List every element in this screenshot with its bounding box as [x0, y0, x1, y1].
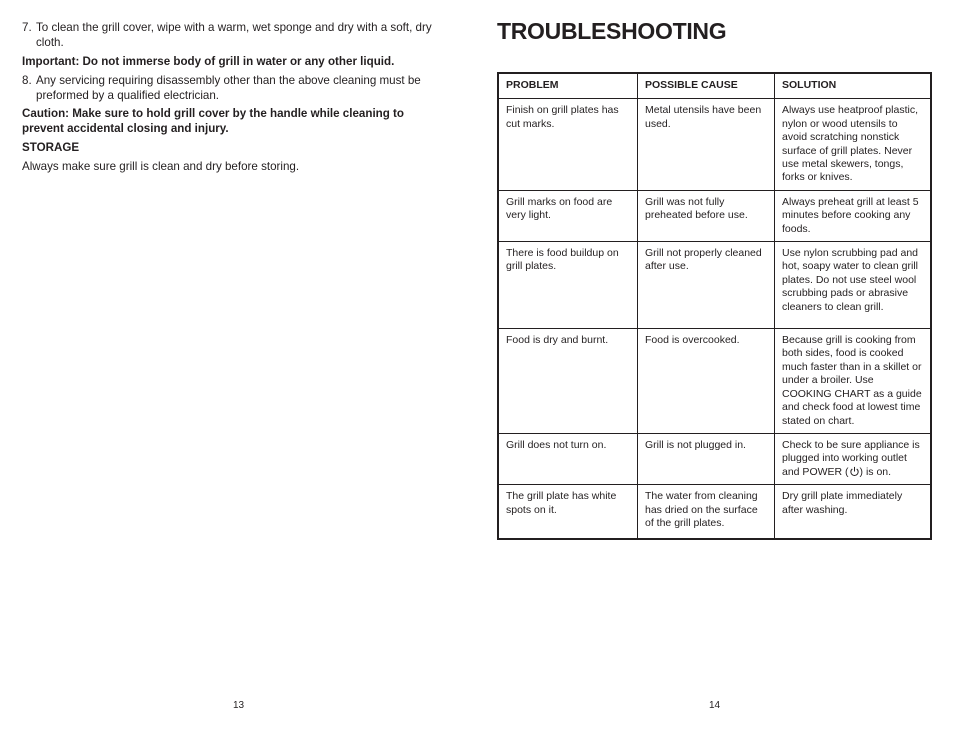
solution-cell: Dry grill plate immediately after washing.: [775, 485, 932, 540]
cause-cell: Food is overcooked.: [638, 329, 775, 434]
list-item-8: [22, 73, 442, 103]
page-number-right: 14: [709, 700, 721, 711]
problem-cell: There is food buildup on grill plates.: [498, 242, 638, 329]
column-header-solution: SOLUTION: [775, 73, 932, 99]
solution-cell: Always use heatproof plastic, nylon or wood utensils to avoid scratching nonstick surface of grill plates. Never use metal skewers, tongs, forks or knives.: [775, 99, 932, 190]
storage-heading: STORAGE: [22, 141, 80, 154]
important-note: Important: Do not immerse body of grill in water or any other liquid.: [22, 55, 395, 68]
cause-cell: Grill is not plugged in.: [638, 433, 775, 484]
solution-cell: Because grill is cooking from both sides, food is cooked much faster than in a skillet or under a broiler. Use COOKING CHART as a guide and check food at lowest time stated on chart.: [775, 329, 932, 434]
solution-cell: [775, 433, 932, 484]
column-header-cause: POSSIBLE CAUSE: [638, 73, 775, 99]
problem-cell: Food is dry and burnt.: [498, 329, 638, 434]
solution-cell: Use nylon scrubbing pad and hot, soapy water to clean grill plates. Do not use steel wool scrubbing pads or abrasive cleaners to clean grill.: [775, 242, 932, 329]
table-row: [498, 190, 931, 241]
problem-cell: Finish on grill plates has cut marks.: [498, 99, 638, 190]
page-title: TROUBLESHOOTING: [497, 18, 727, 44]
solution-text-suffix: ) is on.: [859, 465, 892, 478]
table-row: [498, 433, 931, 484]
caution-note: Caution: Make sure to hold grill cover by the handle while cleaning to prevent accidental closing and injury.: [22, 107, 405, 135]
problem-cell: Grill does not turn on.: [498, 433, 638, 484]
troubleshooting-table: [497, 72, 932, 540]
table-header-row: [498, 73, 931, 99]
cause-cell: Grill was not fully preheated before use.: [638, 190, 775, 241]
list-item-7: [22, 20, 442, 50]
problem-cell: Grill marks on food are very light.: [498, 190, 638, 241]
list-text: To clean the grill cover, wipe with a warm, wet sponge and dry with a soft, dry cloth.: [36, 21, 432, 49]
cause-cell: Grill not properly cleaned after use.: [638, 242, 775, 329]
list-number: 7.: [22, 21, 32, 34]
list-number: 8.: [22, 74, 32, 87]
table-row: [498, 329, 931, 434]
storage-text: Always make sure grill is clean and dry before storing.: [22, 160, 300, 173]
table-row: [498, 99, 931, 190]
table-row: [498, 485, 931, 540]
cause-cell: Metal utensils have been used.: [638, 99, 775, 190]
power-icon: [849, 466, 860, 477]
column-header-problem: PROBLEM: [498, 73, 638, 99]
list-text: Any servicing requiring disassembly other than the above cleaning must be preformed by a qualified electrician.: [36, 74, 421, 102]
page-number-left: 13: [233, 700, 245, 711]
solution-text: Check to be sure appliance is plugged into working outlet and POWER (: [782, 438, 920, 478]
table-row: [498, 242, 931, 329]
problem-cell: The grill plate has white spots on it.: [506, 490, 617, 516]
cause-cell: The water from cleaning has dried on the surface of the grill plates.: [638, 485, 775, 540]
solution-cell: Always preheat grill at least 5 minutes before cooking any foods.: [775, 190, 932, 241]
